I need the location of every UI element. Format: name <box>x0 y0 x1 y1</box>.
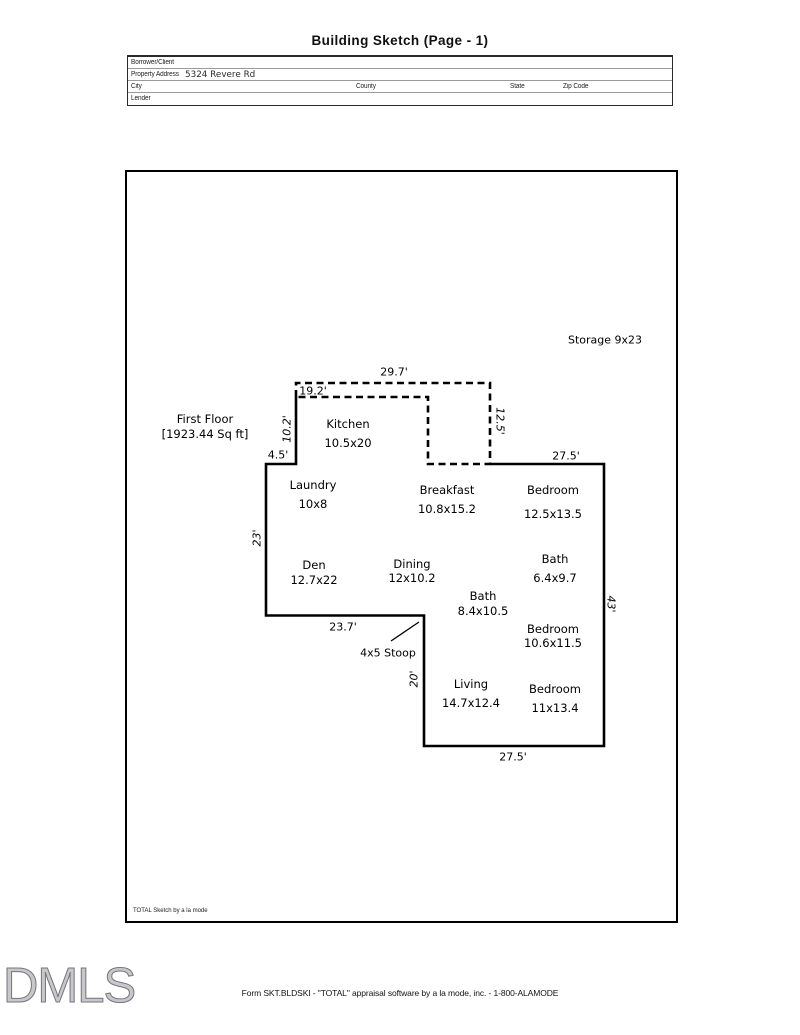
room-name: Bath <box>469 589 497 603</box>
borrower-label: Borrower/Client <box>131 58 175 66</box>
room-bath-2 <box>458 589 509 619</box>
dim-right: 43' <box>604 595 618 613</box>
dim-bottom: 27.5' <box>499 750 527 764</box>
room-name: Dining <box>393 557 431 571</box>
total-sketch-watermark: TOTAL Sketch by a la mode <box>133 908 208 914</box>
room-dims: 10.6x11.5 <box>523 636 583 650</box>
room-dims: 10x8 <box>298 497 328 511</box>
property-address-label: Property Address <box>131 70 179 78</box>
floor-summary <box>162 412 249 442</box>
sketch-border-box <box>125 170 678 923</box>
form-row-city-county-state-zip <box>128 81 672 93</box>
room-living <box>442 675 500 713</box>
room-dims: 11x13.4 <box>531 701 579 715</box>
room-name: Breakfast <box>419 483 475 497</box>
form-row-lender <box>128 93 672 105</box>
state-label: State <box>510 82 525 90</box>
stoop-label: 4x5 Stoop <box>360 646 416 660</box>
room-dims: 6.4x9.7 <box>533 571 577 585</box>
room-bedroom-3 <box>529 680 581 718</box>
dim-storage-right: 12.5' <box>493 407 507 435</box>
room-laundry <box>290 476 337 514</box>
dim-den-bottom: 23.7' <box>329 620 357 634</box>
room-bedroom-2 <box>524 622 582 650</box>
room-dims: 12.5x13.5 <box>523 507 583 521</box>
page-title: Building Sketch (Page - 1) <box>311 33 489 48</box>
room-name: Living <box>453 677 489 691</box>
property-address-value: 5324 Revere Rd <box>185 70 256 80</box>
form-row-borrower <box>128 57 672 69</box>
floor-area: [1923.44 Sq ft] <box>161 427 249 441</box>
room-dims: 14.7x12.4 <box>441 696 501 710</box>
floor-title: First Floor <box>176 412 234 426</box>
room-kitchen <box>324 415 371 453</box>
room-name: Bedroom <box>526 622 579 636</box>
dim-stoop-side: 20' <box>407 670 421 688</box>
room-dims: 10.8x15.2 <box>417 502 477 516</box>
room-dims: 12x10.2 <box>388 571 436 585</box>
footer-form-line: Form SKT.BLDSKI - "TOTAL" appraisal software by a la mode, inc. - 1-800-ALAMODE <box>241 988 559 998</box>
room-dims: 12.7x22 <box>290 573 338 587</box>
dim-top: 29.7' <box>380 365 408 379</box>
header-form <box>127 55 673 106</box>
room-dining <box>388 557 435 585</box>
dim-kitchen-top: 19.2' <box>299 384 327 398</box>
room-bath-1 <box>533 550 576 588</box>
room-dims: 10.5x20 <box>324 436 372 450</box>
dim-right-top: 27.5' <box>552 449 580 463</box>
room-name: Bedroom <box>528 682 582 696</box>
dim-jog: 4.5' <box>267 448 289 462</box>
zip-code-label: Zip Code <box>563 82 589 90</box>
county-label: County <box>356 82 376 90</box>
city-label: City <box>131 82 142 90</box>
dmls-logo: DMLS <box>3 959 136 1013</box>
form-row-property-address <box>128 69 672 81</box>
room-dims: 8.4x10.5 <box>457 604 509 618</box>
dim-left: 23' <box>250 529 264 547</box>
storage-label: Storage 9x23 <box>567 333 643 347</box>
room-name: Bath <box>541 552 569 566</box>
lender-label: Lender <box>131 94 151 102</box>
room-bedroom-1 <box>524 478 582 526</box>
room-name: Kitchen <box>326 417 370 431</box>
room-name: Bedroom <box>526 483 579 497</box>
room-den <box>290 558 337 588</box>
dim-kitchen-left: 10.2' <box>280 415 294 443</box>
room-name: Laundry <box>289 478 337 492</box>
room-name: Den <box>302 558 326 572</box>
room-breakfast <box>418 481 476 519</box>
